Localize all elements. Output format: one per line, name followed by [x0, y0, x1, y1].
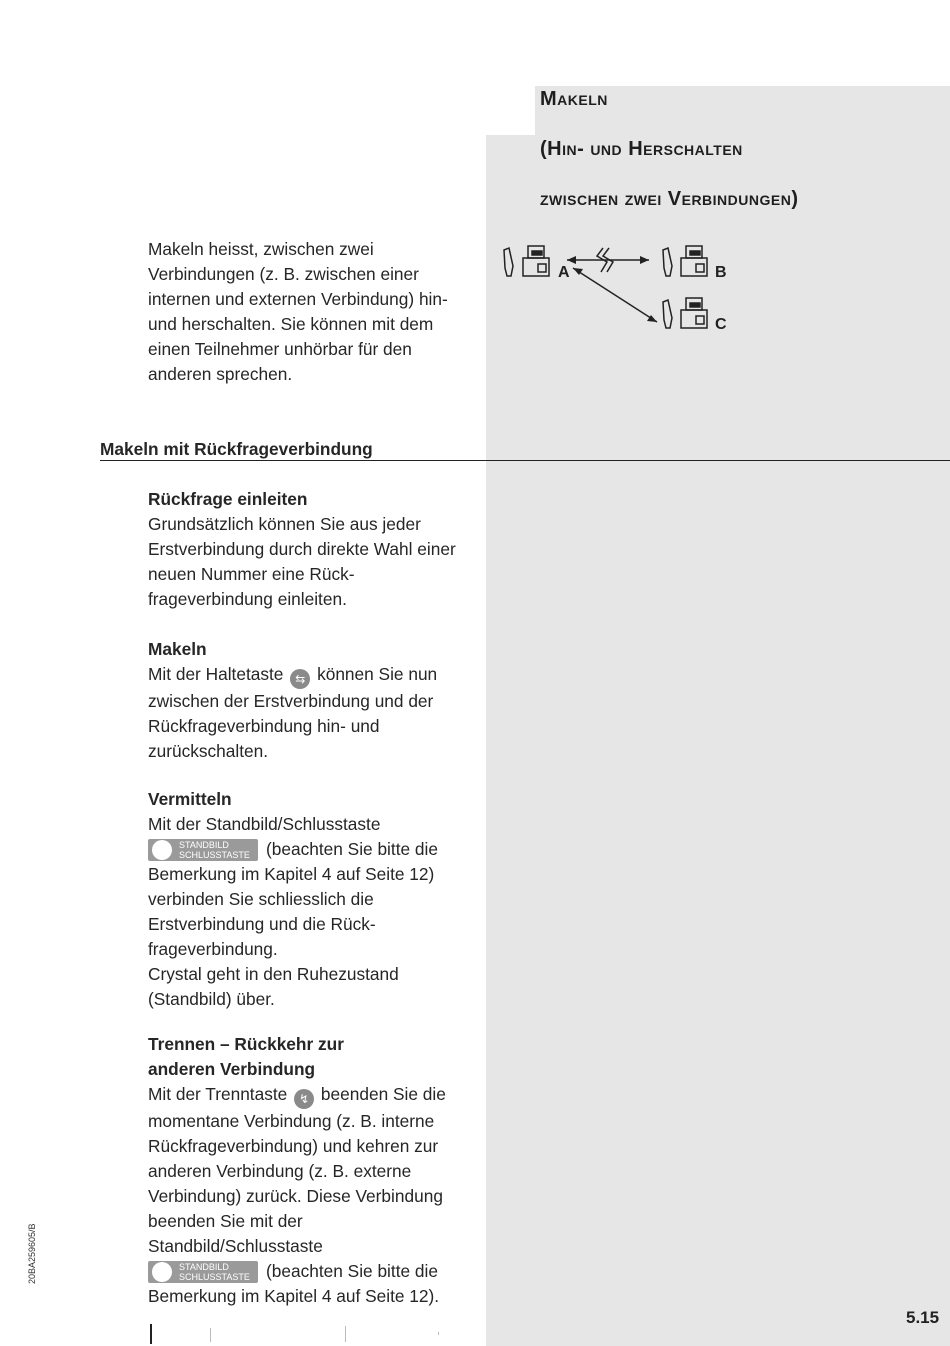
disconnect-key-icon: ↯ — [294, 1089, 314, 1109]
block-text: Mit der Trenntaste ↯ beenden Sie die momentane Verbindung (z. B. interne Rückfrageverbindung) und kehren zur anderen Verbindung (z. B. externe Verbindung) zurück. Diese Verbindung beenden Sie mit der Standbild/Schlusstaste — [148, 1084, 446, 1256]
fax-machine-icon — [523, 246, 549, 276]
document-code: 20BA259605/B — [27, 1223, 37, 1284]
block-text: STANDBILD SCHLUSSTASTE (beachten Sie bitte die Bemerkung im Kapitel 4 auf Seite 12) verbinden Sie schliesslich die Erstverbindung und die Rück-frageverbindung. — [148, 839, 438, 959]
station-b-label: B — [715, 264, 727, 281]
block-makeln — [148, 637, 468, 764]
block-heading: Makeln — [148, 639, 207, 659]
block-trennen — [148, 1032, 468, 1309]
hold-key-icon: ⇆ — [290, 669, 310, 689]
handset-icon — [663, 248, 672, 276]
fax-machine-icon — [681, 298, 707, 328]
standbild-key-icon: STANDBILD SCHLUSSTASTE — [148, 839, 258, 861]
page-number: 5.15 — [906, 1308, 940, 1327]
call-diagram — [497, 240, 737, 340]
section-divider — [100, 460, 950, 461]
block-vermitteln — [148, 787, 468, 1012]
standbild-key-icon: STANDBILD SCHLUSSTASTE — [148, 1261, 258, 1283]
page-title: Makeln — [540, 88, 608, 110]
block-text: Grundsätzlich können Sie aus jeder Erstverbindung durch direkte Wahl einer neuen Nummer eine Rück-frageverbindung einleiten. — [148, 514, 456, 609]
intro-paragraph: Makeln heisst, zwischen zwei Verbindungen (z. B. zwischen einer internen und externen Verbindung) hin- und herschalten. Sie können mit dem einen Teilnehmer unhörbar für den anderen sprechen. — [148, 239, 448, 384]
block-heading-line-2: anderen Verbindung — [148, 1059, 316, 1079]
section-title: Makeln mit Rückfrageverbindung — [100, 439, 373, 459]
block-text: Mit der Haltetaste ⇆ können Sie nun zwischen der Erstverbindung und der Rückfrageverbindung hin- und zurückschalten. — [148, 664, 438, 761]
block-heading: Rückfrage einleiten — [148, 489, 308, 509]
page-crop-marks — [150, 1322, 450, 1344]
handset-icon — [504, 248, 513, 276]
block-rueckfrage — [148, 487, 468, 612]
page-subtitle-line-1: (Hin- und Herschalten — [540, 138, 743, 160]
block-text-line: Mit der Standbild/Schlusstaste — [148, 814, 381, 834]
block-text-extra: Crystal geht in den Ruhezustand (Standbild) über. — [148, 964, 399, 1009]
station-a-label: A — [558, 264, 570, 281]
block-text-end: STANDBILD SCHLUSSTASTE (beachten Sie bitte die Bemerkung im Kapitel 4 auf Seite 12). — [148, 1261, 440, 1306]
page-subtitle-line-2: zwischen zwei Verbindungen) — [540, 188, 799, 210]
block-heading: Vermitteln — [148, 789, 232, 809]
fax-machine-icon — [681, 246, 707, 276]
handset-icon — [663, 300, 672, 328]
block-heading-line-1: Trennen – Rückkehr zur — [148, 1034, 344, 1054]
station-c-label: C — [715, 316, 727, 333]
